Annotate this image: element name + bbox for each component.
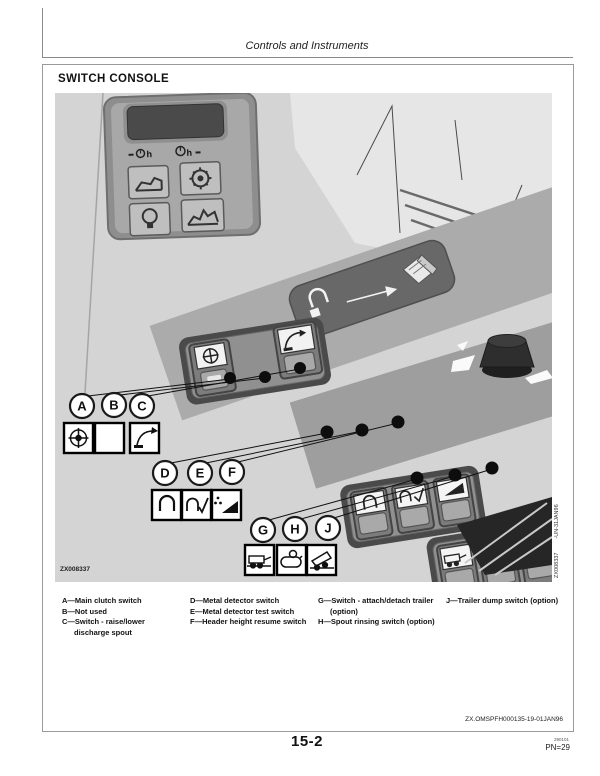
page-title: SWITCH CONSOLE	[58, 73, 170, 85]
legend-item-g: G—Switch - attach/detach trailer (option)	[318, 596, 434, 616]
page-number: 15-2	[290, 733, 324, 750]
callout-d	[153, 461, 177, 485]
legend-item-b: B—Not used	[62, 606, 107, 616]
legend-column-2	[190, 596, 318, 638]
svg-text:F: F	[228, 464, 236, 480]
legend-item-d: D—Metal detector switch	[190, 596, 280, 605]
svg-text:G: G	[257, 522, 269, 538]
hour-label: h	[146, 149, 153, 160]
callout-g	[251, 518, 275, 542]
callout-e	[188, 461, 212, 485]
figure-side-label	[554, 436, 560, 578]
figure-id-label: ZX008337	[60, 566, 90, 573]
svg-text:D: D	[160, 465, 170, 481]
hour-label: h	[186, 147, 193, 158]
switch-console-illustration	[55, 93, 552, 582]
legend-column-4	[446, 596, 568, 638]
callout-b	[102, 393, 126, 417]
svg-text:E: E	[195, 465, 205, 481]
display-button-4	[181, 199, 224, 232]
callout-c	[130, 394, 154, 418]
svg-text:H: H	[290, 521, 300, 537]
print-code: 290101	[553, 737, 569, 742]
header-height-resume-switch	[433, 474, 476, 527]
display-button-3	[129, 202, 170, 235]
not-used-box	[95, 423, 124, 453]
svg-text:C: C	[137, 398, 147, 414]
legend-column-3	[318, 596, 446, 638]
figure-side-id: ZX008337	[554, 552, 560, 578]
svg-text:B: B	[109, 397, 119, 413]
callout-h	[283, 517, 307, 541]
svg-text:A: A	[77, 398, 87, 414]
doc-reference: ZX.OMSPFH000135-19-01JAN96	[465, 716, 563, 723]
callout-f	[220, 460, 244, 484]
figure-legend	[62, 596, 568, 638]
svg-text:J: J	[324, 520, 332, 536]
legend-item-e: E—Metal detector test switch	[190, 606, 295, 616]
legend-item-f: F—Header height resume switch	[190, 617, 307, 626]
legend-item-a: A—Main clutch switch	[62, 596, 142, 605]
legend-item-c: C—Switch - raise/lower discharge spout	[62, 617, 145, 637]
callout-j	[316, 516, 340, 540]
callout-a	[70, 394, 94, 418]
legend-column-1	[62, 596, 190, 638]
legend-item-j: J—Trailer dump switch (option)	[446, 596, 559, 605]
running-header: Controls and Instruments	[245, 40, 369, 52]
legend-item-h: H—Spout rinsing switch (option)	[318, 617, 435, 626]
pn-reference: PN=29	[545, 743, 570, 752]
display-button-1	[128, 165, 169, 198]
instrument-panel	[104, 93, 261, 240]
figure-side-date: -UN-31JAN96	[554, 504, 560, 539]
